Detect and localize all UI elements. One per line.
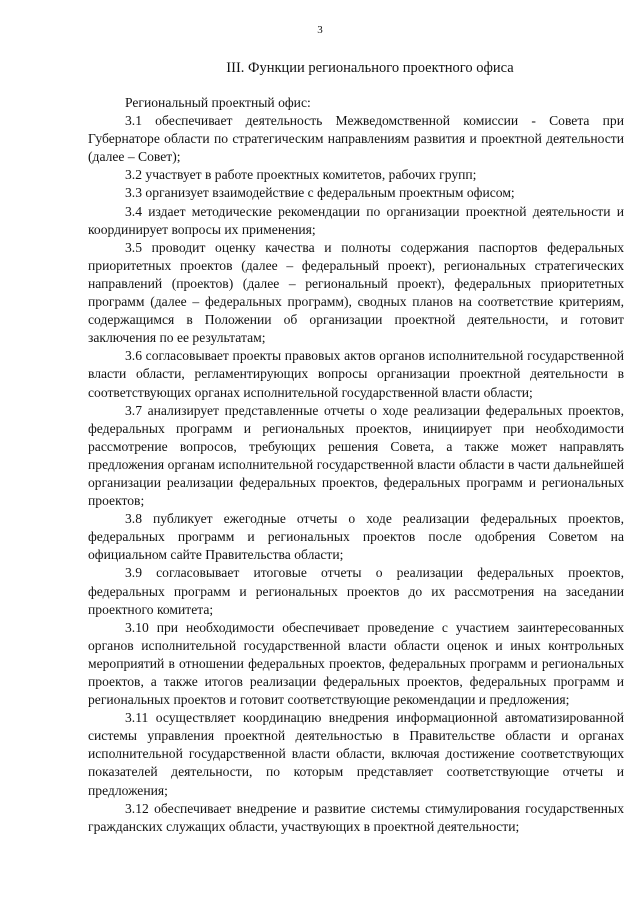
list-item: 3.5 проводит оценку качества и полноты содержания паспортов федеральных приоритетных проектов (далее – федеральный проект), региональных стратегических направлений (проектов) (далее – региональный проект), федеральных приоритетных программ (далее – федеральных программ), сводных планов на соответствие критериям, содержащимся в Положении об организации проектной деятельности, и готовит заключения по ее результатам; (88, 239, 624, 346)
list-item: 3.9 согласовывает итоговые отчеты о реализации федеральных проектов, федеральных программ и региональных проектов до их рассмотрения на заседании проектного комитета; (88, 565, 624, 617)
page-number: 3 (317, 24, 323, 36)
document-body (88, 94, 624, 836)
section-title: III. Функции регионального проектного офиса (226, 60, 514, 76)
list-item: 3.6 согласовывает проекты правовых актов органов исполнительной государственной власти области, регламентирующих вопросы организации проектной деятельности в соответствующих органах исполнительной государственной власти области; (88, 348, 624, 400)
list-item: 3.12 обеспечивает внедрение и развитие системы стимулирования государственных гражданских служащих области, участвующих в проектной деятельности; (88, 800, 624, 834)
list-item: 3.3 организует взаимодействие с федеральным проектным офисом; (125, 185, 515, 201)
list-item: 3.10 при необходимости обеспечивает проведение с участием заинтересованных органов исполнительной государственной власти области оценок и иных контрольных мероприятий в отношении федеральных проектов, федеральных программ и региональных проектов, а также итогов реализации федеральных проектов, федеральных программ и региональных проектов и готовит соответствующие рекомендации и предложения; (88, 619, 624, 708)
list-item: 3.7 анализирует представленные отчеты о ходе реализации федеральных проектов, федеральных программ и региональных проектов, инициирует при необходимости рассмотрение вопросов, требующих решения Совета, а также может направлять предложения органам исполнительной государственной власти области в части дальнейшей организации реализации федеральных проектов, федеральных программ и региональных проектов; (88, 402, 624, 509)
list-item: 3.1 обеспечивает деятельность Межведомственной комиссии - Совета при Губернаторе области по стратегическим направлениям развития и проектной деятельности (далее – Совет); (88, 113, 624, 165)
list-item: 3.11 осуществляет координацию внедрения информационной автоматизированной системы управления проектной деятельностью в Правительстве области и органах исполнительной государственной власти области, включая достижение соответствующих показателей деятельности, по которым представляет соответствующие отчеты и предложения; (88, 710, 624, 798)
intro-paragraph: Региональный проектный офис: (125, 95, 311, 110)
list-item: 3.2 участвует в работе проектных комитетов, рабочих групп; (125, 167, 477, 183)
list-item: 3.8 публикует ежегодные отчеты о ходе реализации федеральных проектов, федеральных программ и региональных проектов после одобрения Советом на официальном сайте Правительства области; (88, 511, 624, 563)
list-item: 3.4 издает методические рекомендации по организации проектной деятельности и координирует вопросы их применения; (88, 203, 624, 237)
